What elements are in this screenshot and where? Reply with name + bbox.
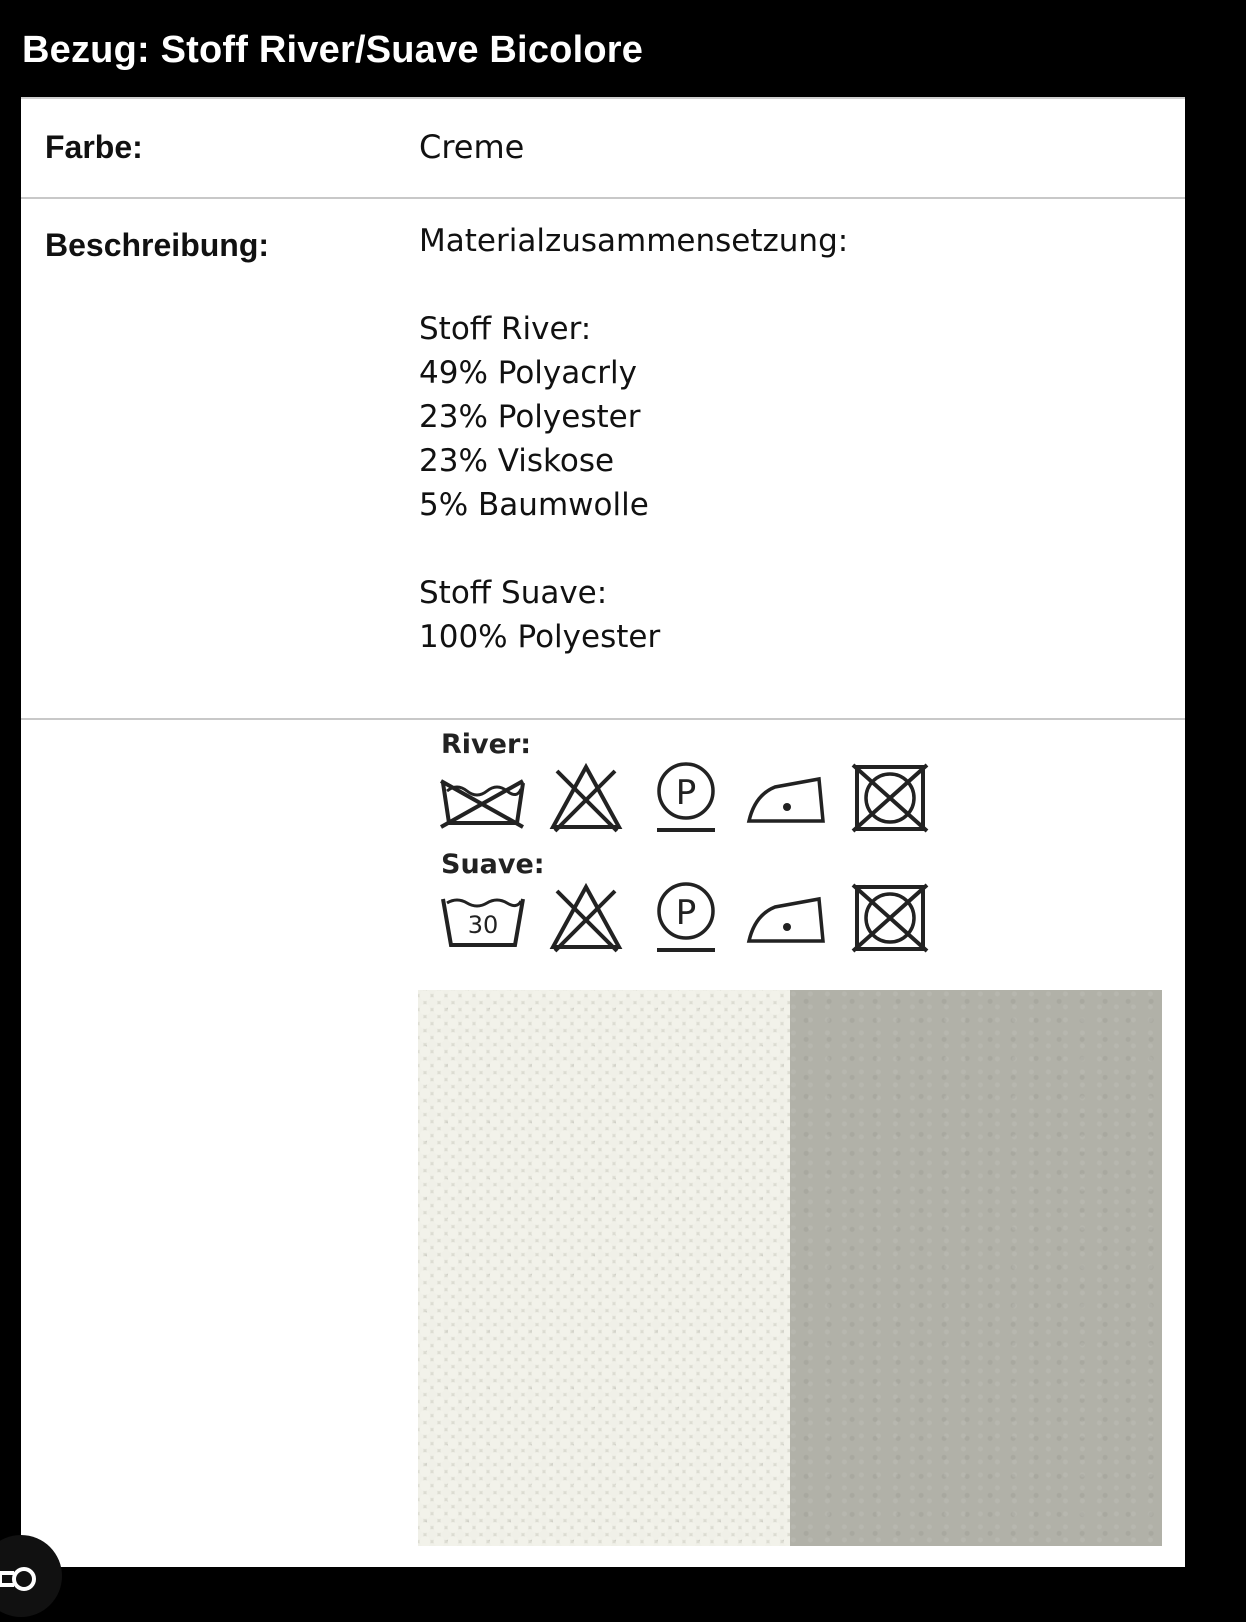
color-row (21, 99, 1185, 199)
iron-low-icon (745, 769, 827, 827)
wash-30-icon (439, 889, 527, 953)
suave-title: Stoff Suave: (419, 575, 608, 611)
material-heading: Materialzusammensetzung: (419, 223, 849, 259)
care-label-suave: Suave: (441, 849, 545, 880)
dryclean-letter: P (675, 773, 697, 813)
wash-temp-value: 30 (467, 911, 499, 939)
dryclean-letter: P (675, 893, 697, 933)
product-details-panel (21, 97, 1185, 1567)
river-title: Stoff River: (419, 311, 592, 347)
no-bleach-icon (549, 883, 623, 953)
river-item: 5% Baumwolle (419, 487, 649, 523)
no-tumble-dry-icon (851, 883, 931, 953)
chat-icon (0, 1535, 62, 1617)
handwash-icon (437, 765, 529, 835)
dryclean-p-icon (655, 879, 719, 953)
description-row (21, 199, 1185, 720)
river-item: 23% Polyester (419, 399, 641, 435)
no-bleach-icon (549, 763, 623, 833)
suave-item: 100% Polyester (419, 619, 661, 655)
river-item: 23% Viskose (419, 443, 615, 479)
page-title: Bezug: Stoff River/Suave Bicolore (22, 29, 644, 71)
description-label: Beschreibung: (45, 227, 270, 263)
no-tumble-dry-icon (851, 763, 931, 833)
color-value: Creme (419, 128, 525, 166)
chat-button[interactable] (0, 1535, 62, 1617)
care-label-river: River: (441, 729, 532, 760)
color-label: Farbe: (45, 129, 143, 165)
river-item: 49% Polyacrly (419, 355, 638, 391)
suave-fabric-swatch (790, 990, 1162, 1546)
description-text (419, 219, 848, 659)
dryclean-p-icon (655, 759, 719, 833)
iron-low-icon (745, 889, 827, 947)
river-fabric-swatch (418, 990, 790, 1546)
